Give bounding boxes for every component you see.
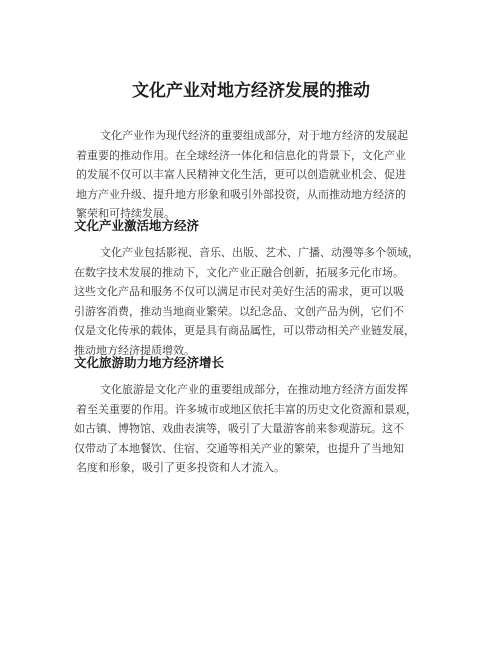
paragraph-line: 仅带动了本地餐饮、住宿、交通等相关产业的繁荣，也提升了当地知	[74, 441, 404, 455]
section-heading: 文化产业激活地方经济	[74, 218, 200, 233]
paragraph-line: 文化产业包括影视、音乐、出版、艺术、广播、动漫等多个领域，	[100, 246, 419, 259]
paragraph-line: 名度和形象，吸引了更多投资和人才流入。	[76, 461, 285, 475]
page-title: 文化产业对地方经济发展的推动	[132, 81, 370, 101]
paragraph-line: 着重要的推动作用。在全球经济一体化和信息化的背景下，文化产业	[76, 148, 406, 162]
paragraph-line: 地方产业升级、提升地方形象和吸引外部投资，从而推动地方经济的	[76, 187, 406, 201]
paragraph-line: 如古镇、博物馆、戏曲表演等，吸引了大量游客前来参观游玩。这不	[74, 422, 404, 436]
paragraph-line: 推动地方经济提质增效。	[74, 343, 195, 357]
paragraph-line: 着至关重要的作用。许多城市或地区依托丰富的历史文化资源和景观，	[76, 402, 417, 416]
section-paragraph	[74, 243, 444, 361]
intro-paragraph	[74, 126, 444, 224]
paragraph-line: 的发展不仅可以丰富人民精神文化生活，更可以创造就业机会、促进	[76, 168, 406, 182]
paragraph-line: 在数字技术发展的推动下，文化产业正融合创新，拓展多元化市场。	[74, 265, 404, 279]
paragraph-line: 文化产业作为现代经济的重要组成部分，对于地方经济的发展起	[100, 129, 408, 142]
section-heading: 文化旅游助力地方经济增长	[74, 355, 225, 370]
paragraph-line: 文化旅游是文化产业的重要组成部分，在推动地方经济方面发挥	[100, 383, 408, 396]
section-paragraph	[74, 380, 444, 478]
paragraph-line: 仅是文化传承的载体，更是具有商品属性，可以带动相关产业链发展，	[74, 324, 415, 338]
paragraph-line: 这些文化产品和服务不仅可以满足市民对美好生活的需求，更可以吸	[74, 285, 404, 299]
paragraph-line: 繁荣和可持续发展。	[76, 207, 175, 221]
paragraph-line: 引游客消费，推动当地商业繁荣。以纪念品、文创产品为例，它们不	[74, 304, 404, 318]
